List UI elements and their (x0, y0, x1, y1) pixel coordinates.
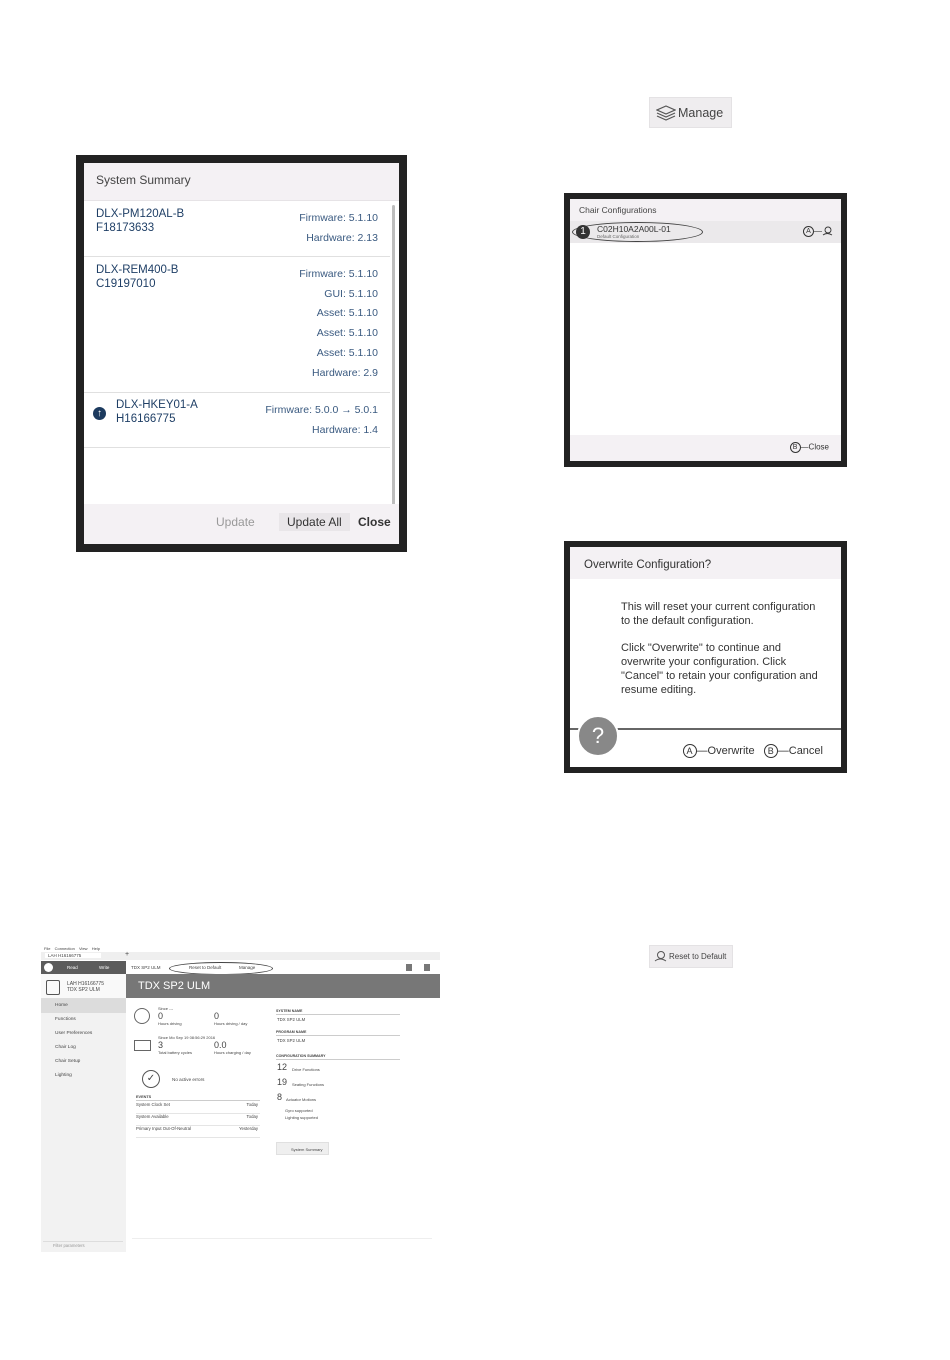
dialog-title: Overwrite Configuration? (570, 547, 841, 579)
settings-icon[interactable] (424, 964, 430, 971)
write-button[interactable]: Write (99, 965, 110, 970)
config-label: Drive Functions (292, 1067, 320, 1072)
config-label: Seating Functions (292, 1082, 325, 1087)
sidebar-item-label: Home (55, 1003, 68, 1008)
cancel-label: Cancel (788, 744, 823, 757)
filter-input[interactable]: Filter parameters (43, 1241, 123, 1249)
device-property: Firmware: 5.0.0 → 5.0.1 (265, 404, 378, 416)
add-tab-icon[interactable]: + (125, 951, 130, 958)
dialog-actions (683, 744, 823, 758)
dialog-paragraph: Click "Overwrite" to continue and overwrite your configuration. Click "Cancel" to retain your configuration and resume editing. (621, 642, 818, 696)
event-name: System Available (136, 1114, 169, 1119)
system-summary-dialog (76, 155, 407, 552)
config-count: 12 (277, 1062, 288, 1072)
help-icon[interactable]: ? (577, 715, 619, 757)
manage-button[interactable] (649, 97, 732, 128)
divider (276, 1014, 400, 1015)
field-label: SYSTEM NAME (276, 1009, 303, 1013)
update-button[interactable]: Update (216, 515, 255, 529)
system-summary-panel (84, 163, 399, 544)
manage-label: Manage (678, 106, 724, 120)
reset-to-default-button[interactable] (649, 945, 733, 968)
read-button[interactable]: Read (67, 965, 78, 970)
dialog-footer (570, 435, 841, 461)
configuration-subtitle: Default Configuration (597, 234, 640, 239)
dialog-footer (84, 504, 399, 544)
divider (276, 1035, 400, 1036)
stat-label: Hours charging / day (214, 1050, 251, 1055)
callout-letter: A (803, 226, 814, 237)
device-tab[interactable]: LAH H16166775 (45, 953, 101, 958)
events-heading: EVENTS (136, 1095, 152, 1099)
device-property: Hardware: 2.9 (312, 366, 378, 379)
field-label: CONFIGURATION SUMMARY (276, 1054, 326, 1058)
divider (136, 1100, 260, 1101)
stat-value: 0.0 (214, 1040, 227, 1050)
device-property: Firmware: 5.1.10 (299, 212, 378, 224)
device-property: Hardware: 2.13 (306, 231, 378, 244)
overwrite-label: Overwrite (707, 744, 755, 757)
sidebar-item-functions[interactable] (41, 1013, 126, 1027)
close-control[interactable]: B —Close (790, 442, 829, 453)
layers-icon (656, 105, 676, 121)
device-name: DLX-REM400-B (96, 264, 179, 276)
configuration-code: C02H10A2A00L-01 (597, 224, 671, 234)
export-icon[interactable] (406, 964, 412, 971)
wheelchair-icon (46, 980, 60, 995)
overwrite-configuration-dialog (564, 541, 847, 773)
list-item (136, 1126, 260, 1138)
device-serial: C19197010 (96, 278, 156, 290)
sidebar-item-label: Chair Log (55, 1045, 76, 1050)
reset-label: Reset to Default (669, 952, 727, 961)
device-row (84, 393, 390, 448)
update-all-button[interactable]: Update All (279, 513, 350, 531)
scrollbar[interactable] (392, 205, 395, 510)
chair-configurations-title: Chair Configurations (570, 199, 841, 221)
menu-file[interactable]: File (44, 946, 51, 951)
sidebar-item-chair-log[interactable] (41, 1041, 126, 1055)
connection-icon[interactable] (44, 963, 53, 972)
event-time: Yesterday (239, 1126, 258, 1131)
device-property: Firmware: 5.1.10 (299, 268, 378, 280)
stat-label: Total battery cycles (158, 1050, 193, 1055)
program-name[interactable]: TDX SP2 ULM (277, 1038, 306, 1043)
sidebar-item-label: Chair Setup (55, 1059, 81, 1064)
stat-value: 3 (158, 1040, 164, 1050)
system-summary-title: System Summary (84, 163, 399, 201)
device-name: DLX-PM120AL-B (96, 208, 185, 220)
device-serial: F18173633 (96, 222, 155, 234)
event-time: Today (246, 1114, 258, 1119)
menu-view[interactable]: View (78, 946, 88, 951)
sidebar-item-lighting[interactable] (41, 1069, 126, 1083)
menu-help[interactable]: Help (91, 946, 100, 951)
device-serial: H16166775 (116, 413, 176, 425)
stat-since: Since Mo Sep 19 08:56:29 2016 (158, 1035, 216, 1040)
close-button[interactable]: Close (358, 515, 391, 529)
list-item (136, 1114, 260, 1126)
reset-icon (654, 950, 667, 963)
system-summary-button[interactable] (276, 1142, 329, 1155)
supported-feature: Gyro supported (285, 1108, 313, 1113)
reset-to-default-button[interactable]: Reset to Default (189, 965, 222, 970)
event-name: Primary Input Out-Of-Neutral (136, 1126, 191, 1131)
manage-button[interactable]: Manage (239, 965, 256, 970)
callout-letter: B (764, 744, 778, 758)
stat-value: 0 (214, 1011, 220, 1021)
event-time: Today (246, 1102, 258, 1107)
check-icon: ✓ (142, 1070, 160, 1088)
sidebar-item-user-preferences[interactable] (41, 1027, 126, 1041)
events-list (136, 1102, 260, 1138)
cancel-button[interactable]: B —Cancel (764, 745, 823, 757)
sidebar-item-home[interactable] (41, 999, 126, 1013)
config-count: 8 (277, 1092, 283, 1102)
chair-configurations-dialog (564, 193, 847, 467)
device-summary (41, 974, 126, 999)
home-content (126, 998, 440, 1252)
reset-icon[interactable] (822, 226, 833, 237)
device-name: DLX-HKEY01-A (116, 399, 198, 411)
sidebar-item-chair-setup[interactable] (41, 1055, 126, 1069)
sidebar (41, 974, 127, 1252)
stat-value: 0 (158, 1011, 164, 1021)
device-program: TDX SP2 ULM (67, 987, 100, 993)
device-property: Asset: 5.1.10 (316, 307, 378, 320)
configuration-row[interactable] (570, 221, 841, 243)
callout-letter: A (683, 744, 697, 758)
device-property: GUI: 5.1.10 (324, 287, 378, 300)
device-row (84, 257, 390, 393)
apply-config-control[interactable]: A — (803, 226, 833, 237)
divider (276, 1059, 400, 1060)
stat-since: Since --- (158, 1006, 174, 1011)
system-name[interactable]: TDX SP2 ULM (277, 1017, 306, 1022)
toolbar (41, 961, 440, 975)
dialog-body (621, 600, 821, 710)
callout-letter: B (790, 442, 801, 453)
sidebar-item-label: Functions (55, 1017, 76, 1022)
system-summary-label: System Summary (291, 1147, 323, 1152)
device-property: Asset: 5.1.10 (316, 346, 378, 359)
supported-feature: Lighting supported (285, 1115, 318, 1120)
overwrite-button[interactable]: A —Overwrite (683, 745, 755, 757)
status-footer (132, 1238, 432, 1249)
battery-icon (134, 1040, 151, 1051)
device-id: LAH H16166775 (67, 981, 104, 987)
callout-badge: 1 (576, 225, 590, 239)
close-label: Close (808, 442, 829, 452)
menu-connection[interactable]: Connection (54, 946, 75, 951)
config-count: 19 (277, 1077, 288, 1087)
update-available-icon[interactable]: ↑ (93, 407, 106, 420)
dialog-paragraph: This will reset your current configuration to the default configuration. (621, 601, 816, 627)
sidebar-item-label: Lighting (55, 1073, 72, 1078)
app-window (41, 946, 440, 1252)
page-title: TDX SP2 ULM (126, 974, 440, 998)
list-item (136, 1102, 260, 1114)
device-property: Hardware: 1.4 (312, 423, 378, 436)
stat-label: Hours driving (158, 1021, 182, 1026)
event-name: System Clock Set (136, 1102, 170, 1107)
status-text: No active errors (172, 1077, 205, 1082)
tab-bar (41, 952, 440, 960)
gauge-icon (134, 1008, 150, 1024)
config-label: Actuator Motions (286, 1097, 317, 1102)
field-label: PROGRAM NAME (276, 1030, 307, 1034)
program-tab[interactable]: TDX SP2 ULM (131, 965, 161, 970)
sidebar-item-label: User Preferences (55, 1031, 93, 1036)
device-property: Asset: 5.1.10 (316, 327, 378, 340)
stat-label: Hours driving / day (214, 1021, 248, 1026)
device-row (84, 201, 390, 257)
